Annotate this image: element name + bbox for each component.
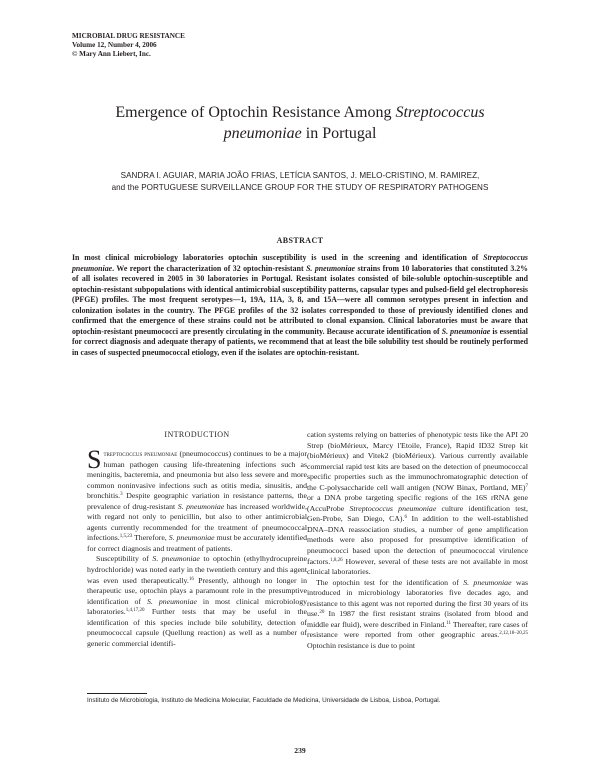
intro-text: The optochin test for the identification of [316, 577, 464, 587]
journal-copyright: © Mary Ann Liebert, Inc. [72, 50, 151, 58]
intro-paragraph-2 [87, 554, 307, 649]
page-number: 239 [294, 746, 306, 755]
intro-paragraph-1 [87, 445, 307, 554]
intro-text: must be accurately identified for correct diagnosis and treatment of patients. [87, 533, 307, 553]
intro-paragraph-3 [307, 430, 528, 578]
citation-ref: 11 [446, 620, 452, 626]
intro-italic: S. pneumoniae [463, 577, 512, 587]
intro-italic: S. pneumoniae [152, 554, 200, 564]
footnote-divider [87, 693, 147, 694]
intro-text: In addition to the well-established DNA–DNA reassociation studies, a number of gene amplification methods were also proposed for presumptive identification of pneumococci based upon the detection of pneumococcal virulence factors. [307, 514, 528, 566]
intro-italic: Streptococcus pneumoniae [349, 503, 437, 513]
authors-line1: SANDRA I. AGUIAR, MARIA JOÃO FRIAS, LETÍCIA SANTOS, J. MELO-CRISTINO, M. RAMIREZ, [120, 171, 480, 180]
intro-text: In 1987 the first resistant strains (isolated from blood and middle ear fluid), were described in Finland. [307, 609, 528, 629]
intro-text: However, several of these tests are not available in most clinical laboratories. [307, 556, 528, 577]
citation-ref: 1,4,17,20 [125, 608, 145, 614]
intro-text: has increased worldwide, with regard not only to penicillin, but also to other antimicrobial agents currently recommended for the treatment of pneumococcal infections. [87, 501, 307, 543]
citation-ref: 1,8,26 [330, 557, 343, 563]
abstract-part: . We report the characterization of 32 optochin-resistant [112, 263, 307, 273]
journal-header [72, 32, 185, 59]
intro-text: Further tests that may be useful in the identification of this species include bile solubility, detection of pneumococcal capsule (Quellung reaction) as well as a number of generic commercial identifi- [87, 607, 307, 648]
affiliation-footnote: Instituto de Microbiologia, Instituto de Medicina Molecular, Faculdade de Medicina, Universidade de Lisboa, Lisboa, Portugal. [87, 697, 441, 704]
intro-text: culture identification test, Gen-Probe, San Diego, CA). [307, 503, 528, 524]
intro-smallcaps: treptococcus pneumoniae [103, 450, 178, 458]
abstract-heading: ABSTRACT [276, 236, 324, 245]
intro-text: to optochin (ethylhydrocupreine hydrochloride) was noted early in the twentieth century and this agent was even used therapeutically. [87, 554, 308, 585]
intro-text: Therefore, [132, 533, 169, 543]
journal-name: MICROBIAL DRUG RESISTANCE [72, 32, 185, 40]
title-italic-genus: Streptococcus [395, 104, 485, 121]
intro-text: Susceptibility of [96, 554, 153, 564]
right-column [307, 430, 528, 651]
citation-ref: 1,5,23 [119, 534, 133, 540]
abstract-italic: Streptococcus pneumoniae [72, 253, 528, 273]
intro-text: Thereafter, rare cases of resistance were reported from other geographic areas. [307, 619, 528, 640]
abstract-part: is essential for correct diagnosis and adequate therapy of patients, we recommend that at least the bile solubility test should be routinely performed in cases of suspected pneumococcal etiology, even if the isolates are optochin-resistant. [72, 326, 528, 357]
intro-italic: S. pneumoniae [147, 596, 197, 606]
title-line1: Emergence of Optochin Resistance Among [115, 104, 396, 121]
left-column [87, 445, 308, 649]
abstract-text [72, 253, 528, 358]
intro-italic: S. pneumoniae [168, 533, 215, 543]
intro-text: was introduced in microbiology laboratories five decades ago, and resistance to this agent was not reported during the first 30 years of its use. [307, 577, 529, 619]
intro-italic: S. pneumoniae [177, 501, 225, 511]
citation-ref: 6 [404, 515, 407, 521]
introduction-heading: INTRODUCTION [164, 430, 230, 439]
intro-text: cation systems relying on batteries of phenotypic tests like the API 20 Strep (bioMérieux, Marcy l'Etoile, France), Rapid ID32 Strep kit (bioMérieux) and Vitek2 (bioMérieux). Various currently available commercial rapid test kits are based on the detection of pneumococcal specific properties such as the immunochromatographic detection of the C-polysaccharide cell wall antigen (NOW Binax, Portland, ME) [307, 430, 528, 492]
citation-ref: 3 [120, 492, 123, 498]
abstract-part: In most clinical microbiology laboratories optochin susceptibility is used in the screening and identification of [72, 253, 484, 262]
intro-paragraph-4 [307, 578, 528, 652]
intro-text: in most clinical microbiology laboratories. [87, 596, 308, 617]
abstract-italic: S. pneumoniae [306, 263, 355, 273]
citation-ref: 2,12,18–20,25 [499, 631, 528, 637]
title-line2: in Portugal [301, 125, 377, 142]
citation-ref: 7 [525, 483, 528, 489]
intro-text: Presently, although no longer in therapeutic use, optochin plays a paramount role in the presumptive identification of [87, 575, 307, 606]
intro-text: Optochin resistance is due to point [307, 640, 416, 650]
author-list [56, 170, 544, 194]
article-title [60, 102, 540, 144]
title-italic-species: pneumoniae [223, 125, 302, 142]
intro-text: (pneumococcus) continues to be a major human pathogen causing life-threatening infections such as meningitis, bacteremia, and pneumonia but also less severe and more common noninvasive infections such as otitis media, sinusitis, and bronchitis. [87, 449, 307, 501]
abstract-part: strains from 10 laboratories that constituted 3.2% of all isolates recovered in 2005 in 30 laboratories in Portugal. Resistant isolates consisted of bile-soluble optochin-susceptible and optochin-resistant subpopulations with identical antimicrobial susceptibility patterns, capsular types and pulsed-field gel electrophoresis (PFGE) profiles. The most frequent serotypes—1, 19A, 11A, 3, 8, and 15A—were all common serotypes present in infection and colonization isolates in the country. The PFGE profiles of the 32 isolates corresponded to those of previously identified clones and confirmed that the emergence of these strains could not be attributed to clonal expansion. Clinical laboratories must be aware that optochin-resistant pneumococci are presently circulating in the community. Because accurate identification of [72, 263, 528, 336]
abstract-italic: S. pneumoniae [441, 326, 491, 336]
intro-text: or a DNA probe targeting specific regions of the 16S rRNA gene (AccuProbe [307, 493, 528, 513]
citation-ref: 20 [319, 610, 325, 616]
citation-ref: 16 [188, 576, 194, 582]
authors-line2: and the PORTUGUESE SURVEILLANCE GROUP FOR THE STUDY OF RESPIRATORY PATHOGENS [111, 183, 489, 192]
journal-volume: Volume 12, Number 4, 2006 [72, 41, 157, 49]
drop-cap: S [87, 445, 102, 474]
intro-text: Despite geographic variation in resistance patterns, the prevalence of drug-resistant [87, 491, 307, 511]
